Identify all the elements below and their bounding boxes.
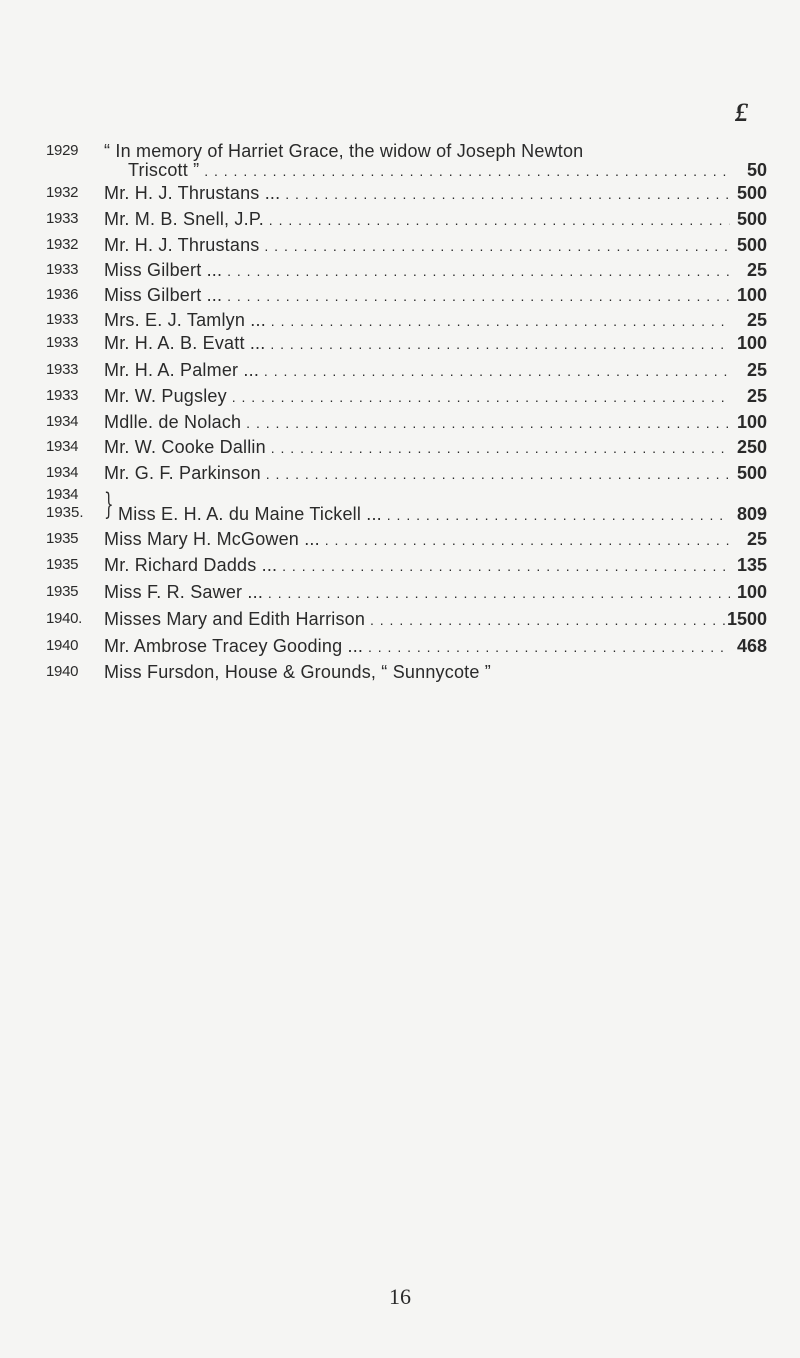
list-item [0, 460, 800, 486]
entry-amount: 500 [736, 209, 767, 229]
entry-name: Mr. Richard Dadds ... . . . [104, 552, 730, 579]
brace-glyph: } [104, 487, 114, 522]
list-item [0, 357, 800, 383]
entry-amount: 250 [736, 437, 767, 457]
entry-year: 1935 [46, 583, 79, 600]
entry-name: Triscott ” . . . [128, 157, 730, 184]
entry-amount: 100 [736, 582, 767, 602]
page-number: 16 [389, 1284, 411, 1309]
list-item [0, 206, 800, 232]
entry-amount: 25 [746, 386, 767, 406]
currency-symbol: £ [735, 98, 748, 127]
entry-year: 1934 [46, 486, 79, 503]
entry-name: Miss Gilbert ... . . . [104, 257, 730, 284]
entry-name: Mr. H. J. Thrustans . . . [104, 232, 730, 259]
entry-amount: 25 [746, 360, 767, 380]
entry-year: 1940 [46, 663, 79, 680]
list-item [0, 526, 800, 552]
entry-year: 1933 [46, 261, 79, 278]
entry-name: Mr. M. B. Snell, J.P. . . . [104, 206, 730, 233]
list-item [0, 434, 800, 460]
entry-year: 1940. [46, 610, 83, 627]
entry-name: “ In memory of Harriet Grace, the widow of Joseph Newton [104, 141, 584, 161]
entry-year: 1929 [46, 142, 79, 159]
list-item [0, 633, 800, 659]
entry-amount: 500 [736, 235, 767, 255]
entry-amount: 100 [736, 412, 767, 432]
entry-name: Mr. Ambrose Tracey Gooding ... . . . [104, 633, 730, 660]
entry-amount: 50 [746, 160, 767, 180]
entry-year: 1933 [46, 387, 79, 404]
entry-name: Mr. W. Cooke Dallin . . . [104, 434, 730, 461]
list-item [0, 579, 800, 605]
entry-name: Miss Fursdon, House & Grounds, “ Sunnycote ” [104, 662, 491, 682]
entry-name: Miss E. H. A. du Maine Tickell ... . . . [118, 501, 730, 528]
list-item [0, 330, 800, 356]
entry-name: Mr. G. F. Parkinson . . . [104, 460, 730, 487]
entry-year: 1932 [46, 236, 79, 253]
entry-year: 1933 [46, 361, 79, 378]
list-item [0, 409, 800, 435]
entry-amount: 100 [736, 333, 767, 353]
entry-year: 1935 [46, 556, 79, 573]
entry-name: Miss F. R. Sawer ... . . . [104, 579, 730, 606]
entry-year: 1933 [46, 311, 79, 328]
entry-amount: 25 [746, 529, 767, 549]
list-item [0, 659, 800, 685]
entry-year-second: 1935. [46, 504, 84, 521]
entry-year: 1934 [46, 438, 79, 455]
list-item [0, 383, 800, 409]
entry-amount: 500 [736, 463, 767, 483]
entry-year: 1936 [46, 286, 79, 303]
entry-name: Miss Mary H. McGowen ... . . . [104, 526, 730, 553]
entry-name: Mr. H. A. B. Evatt ... . . . [104, 330, 730, 357]
entry-amount: 468 [736, 636, 767, 656]
entry-amount: 1500 [726, 609, 767, 629]
entry-name: Mdlle. de Nolach . . . [104, 409, 730, 436]
list-item [0, 606, 800, 632]
entry-year: 1934 [46, 464, 79, 481]
entry-amount: 25 [746, 310, 767, 330]
entry-year: 1940 [46, 637, 79, 654]
entry-amount: 25 [746, 260, 767, 280]
list-item [0, 232, 800, 258]
list-item [0, 257, 800, 283]
entry-year: 1934 [46, 413, 79, 430]
entry-amount: 809 [736, 504, 767, 524]
entry-name: Mr. H. A. Palmer ... . . . [104, 357, 730, 384]
entry-name: Mr. W. Pugsley . . . [104, 383, 730, 410]
entry-year: 1935 [46, 530, 79, 547]
entry-year: 1932 [46, 184, 79, 201]
entry-amount: 500 [736, 183, 767, 203]
list-item [0, 552, 800, 578]
entry-name: Misses Mary and Edith Harrison . . . [104, 606, 730, 633]
entry-year: 1933 [46, 334, 79, 351]
entry-name: Miss Gilbert ... . . . [104, 282, 730, 309]
entry-name: Mr. H. J. Thrustans ... . . . [104, 180, 730, 207]
entry-amount: 135 [736, 555, 767, 575]
entry-amount: 100 [736, 285, 767, 305]
list-item [0, 486, 800, 529]
entry-year: 1933 [46, 210, 79, 227]
entry-name: Mrs. E. J. Tamlyn ... . . . [104, 307, 730, 334]
list-item [0, 180, 800, 206]
list-item [0, 282, 800, 308]
